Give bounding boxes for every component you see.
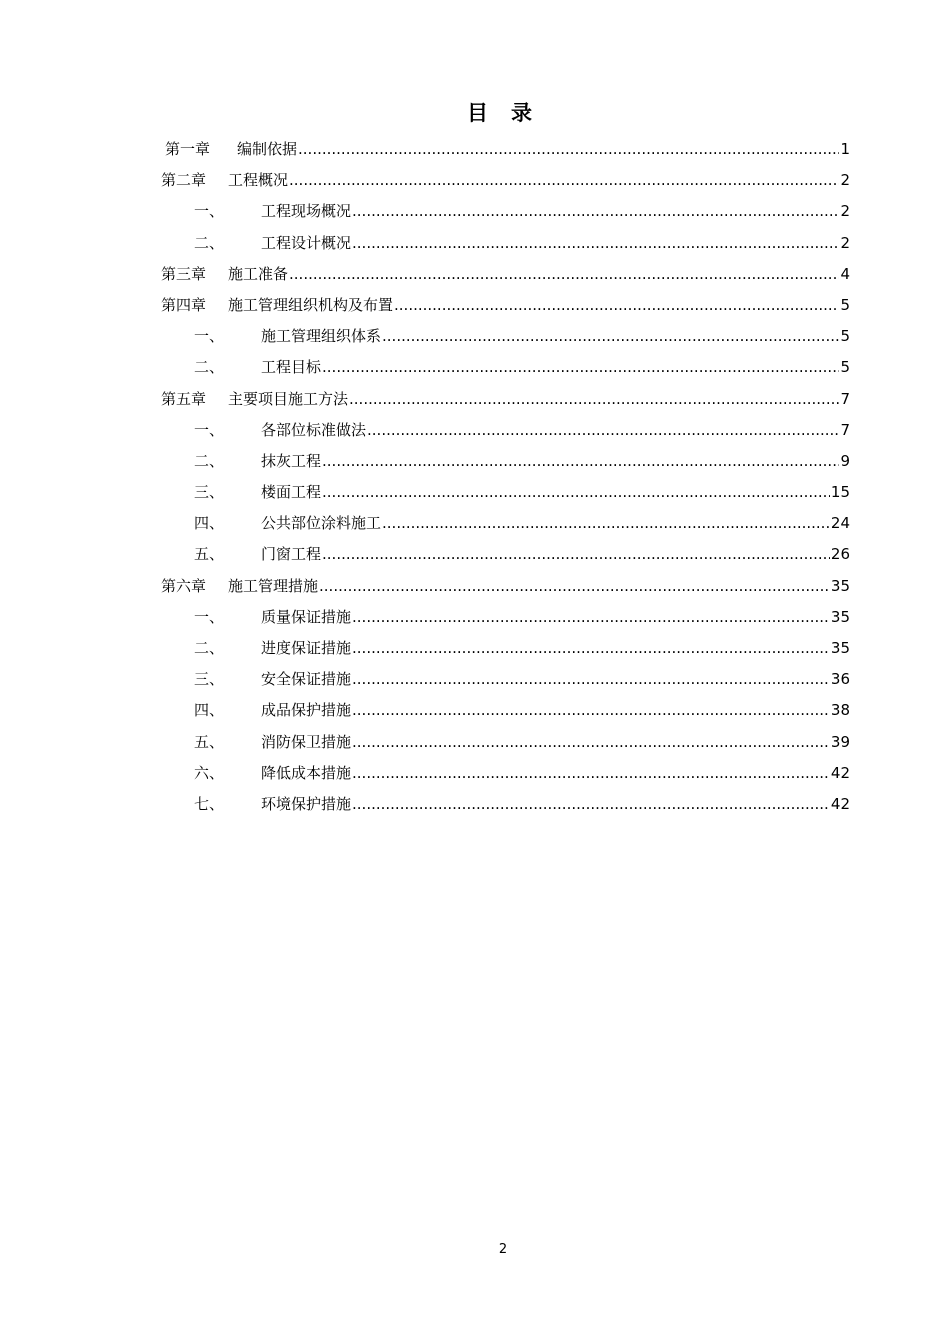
toc-entry-number: 五、 — [194, 732, 225, 751]
toc-chapter-entry[interactable] — [161, 571, 850, 602]
table-of-contents — [161, 134, 850, 820]
toc-entry-page-number: 35 — [830, 576, 850, 595]
toc-entry-number: 三、 — [194, 670, 225, 689]
toc-dot-leader — [352, 228, 839, 259]
toc-dot-leader — [382, 508, 830, 539]
toc-dot-leader — [322, 446, 839, 477]
toc-entry-page-number: 26 — [830, 545, 850, 564]
toc-entry-heading: 施工管理组织体系 — [261, 327, 382, 346]
toc-section-entry[interactable] — [161, 727, 850, 758]
toc-entry-number: 第五章 — [161, 389, 207, 408]
toc-entry-number: 第一章 — [165, 140, 211, 158]
toc-entry-number: 六、 — [194, 763, 225, 782]
toc-entry-page-number: 2 — [840, 233, 850, 252]
toc-dot-leader — [289, 165, 839, 196]
toc-section-entry[interactable] — [161, 228, 850, 259]
toc-entry-page-number: 35 — [830, 639, 850, 657]
toc-entry-page-number: 38 — [830, 701, 850, 720]
toc-entry-heading: 消防保卫措施 — [261, 732, 352, 751]
toc-section-entry[interactable] — [161, 633, 850, 664]
toc-entry-heading: 编制依据 — [237, 140, 298, 158]
toc-entry-page-number: 7 — [840, 389, 850, 408]
toc-section-entry[interactable] — [161, 415, 850, 446]
toc-dot-leader — [352, 633, 830, 664]
toc-entry-heading: 工程概况 — [228, 171, 289, 190]
toc-entry-heading: 主要项目施工方法 — [228, 389, 349, 408]
toc-section-entry[interactable] — [161, 352, 850, 383]
toc-entry-heading: 施工管理措施 — [228, 576, 319, 595]
toc-entry-number: 五、 — [194, 545, 225, 564]
toc-dot-leader — [367, 415, 839, 446]
toc-entry-page-number: 35 — [830, 607, 850, 626]
toc-dot-leader — [352, 758, 830, 789]
toc-entry-heading: 公共部位涂料施工 — [261, 514, 382, 533]
toc-section-entry[interactable] — [161, 446, 850, 477]
toc-entry-page-number: 9 — [840, 451, 850, 470]
title-char-2: 录 — [511, 100, 533, 125]
toc-entry-number: 第六章 — [161, 576, 207, 595]
toc-section-entry[interactable] — [161, 196, 850, 227]
toc-entry-page-number: 1 — [840, 140, 850, 158]
toc-entry-number: 二、 — [194, 358, 225, 377]
toc-section-entry[interactable] — [161, 695, 850, 726]
toc-entry-number: 第三章 — [161, 264, 207, 283]
toc-dot-leader — [394, 290, 839, 321]
toc-entry-page-number: 2 — [840, 202, 850, 221]
toc-dot-leader — [352, 602, 830, 633]
toc-entry-number: 一、 — [194, 420, 225, 439]
toc-entry-page-number: 5 — [840, 327, 850, 346]
toc-entry-heading: 抹灰工程 — [261, 451, 322, 470]
toc-entry-heading: 成品保护措施 — [261, 701, 352, 720]
toc-entry-page-number: 15 — [830, 483, 850, 502]
toc-dot-leader — [322, 477, 830, 508]
title-char-1: 目 — [467, 100, 489, 125]
page-title — [0, 98, 950, 128]
toc-entry-page-number: 42 — [830, 794, 850, 813]
toc-entry-number: 一、 — [194, 607, 225, 626]
toc-entry-number: 第二章 — [161, 171, 207, 190]
toc-entry-page-number: 7 — [840, 420, 850, 439]
toc-entry-heading: 施工管理组织机构及布置 — [228, 295, 394, 314]
toc-section-entry[interactable] — [161, 789, 850, 820]
toc-entry-number: 二、 — [194, 233, 225, 252]
toc-entry-heading: 楼面工程 — [261, 483, 322, 502]
toc-chapter-entry[interactable] — [161, 165, 850, 196]
toc-entry-page-number: 5 — [840, 358, 850, 377]
toc-dot-leader — [352, 789, 830, 820]
toc-entry-page-number: 36 — [830, 670, 850, 689]
toc-entry-page-number: 5 — [840, 295, 850, 314]
toc-section-entry[interactable] — [161, 664, 850, 695]
toc-dot-leader — [382, 321, 839, 352]
toc-entry-page-number: 4 — [840, 264, 850, 283]
toc-chapter-entry[interactable] — [161, 384, 850, 415]
toc-entry-heading: 各部位标准做法 — [261, 420, 367, 439]
toc-entry-number: 二、 — [194, 639, 225, 657]
toc-dot-leader — [352, 695, 830, 726]
toc-entry-number: 四、 — [194, 701, 225, 720]
toc-entry-heading: 进度保证措施 — [261, 639, 352, 657]
toc-section-entry[interactable] — [161, 321, 850, 352]
toc-dot-leader — [322, 352, 839, 383]
toc-entry-number: 七、 — [194, 794, 225, 813]
toc-entry-number: 三、 — [194, 483, 225, 502]
toc-dot-leader — [352, 664, 830, 695]
toc-entry-heading: 环境保护措施 — [261, 794, 352, 813]
toc-entry-heading: 工程设计概况 — [261, 233, 352, 252]
toc-dot-leader — [352, 727, 830, 758]
toc-entry-heading: 工程目标 — [261, 358, 322, 377]
footer-page-number: 2 — [498, 1242, 508, 1257]
toc-section-entry[interactable] — [161, 477, 850, 508]
toc-entry-page-number: 2 — [840, 171, 850, 190]
toc-entry-number: 第四章 — [161, 295, 207, 314]
toc-entry-page-number: 39 — [830, 732, 850, 751]
toc-entry-number: 一、 — [194, 327, 225, 346]
toc-entry-page-number: 24 — [830, 514, 850, 533]
toc-dot-leader — [322, 539, 830, 570]
toc-entry-heading: 门窗工程 — [261, 545, 322, 564]
toc-entry-number: 二、 — [194, 451, 225, 470]
toc-entry-heading: 施工准备 — [228, 264, 289, 283]
toc-entry-heading: 降低成本措施 — [261, 763, 352, 782]
toc-section-entry[interactable] — [161, 758, 850, 789]
toc-dot-leader — [319, 571, 830, 602]
toc-section-entry[interactable] — [161, 508, 850, 539]
toc-entry-page-number: 42 — [830, 763, 850, 782]
toc-entry-heading: 工程现场概况 — [261, 202, 352, 221]
toc-section-entry[interactable] — [161, 539, 850, 570]
toc-entry-number: 四、 — [194, 514, 225, 533]
toc-chapter-entry[interactable] — [161, 134, 850, 165]
toc-section-entry[interactable] — [161, 602, 850, 633]
toc-entry-heading: 安全保证措施 — [261, 670, 352, 689]
toc-dot-leader — [349, 384, 839, 415]
toc-chapter-entry[interactable] — [161, 259, 850, 290]
toc-entry-heading: 质量保证措施 — [261, 607, 352, 626]
toc-dot-leader — [289, 259, 839, 290]
toc-dot-leader — [298, 134, 839, 165]
toc-dot-leader — [352, 196, 839, 227]
toc-entry-number: 一、 — [194, 202, 225, 221]
toc-chapter-entry[interactable] — [161, 290, 850, 321]
